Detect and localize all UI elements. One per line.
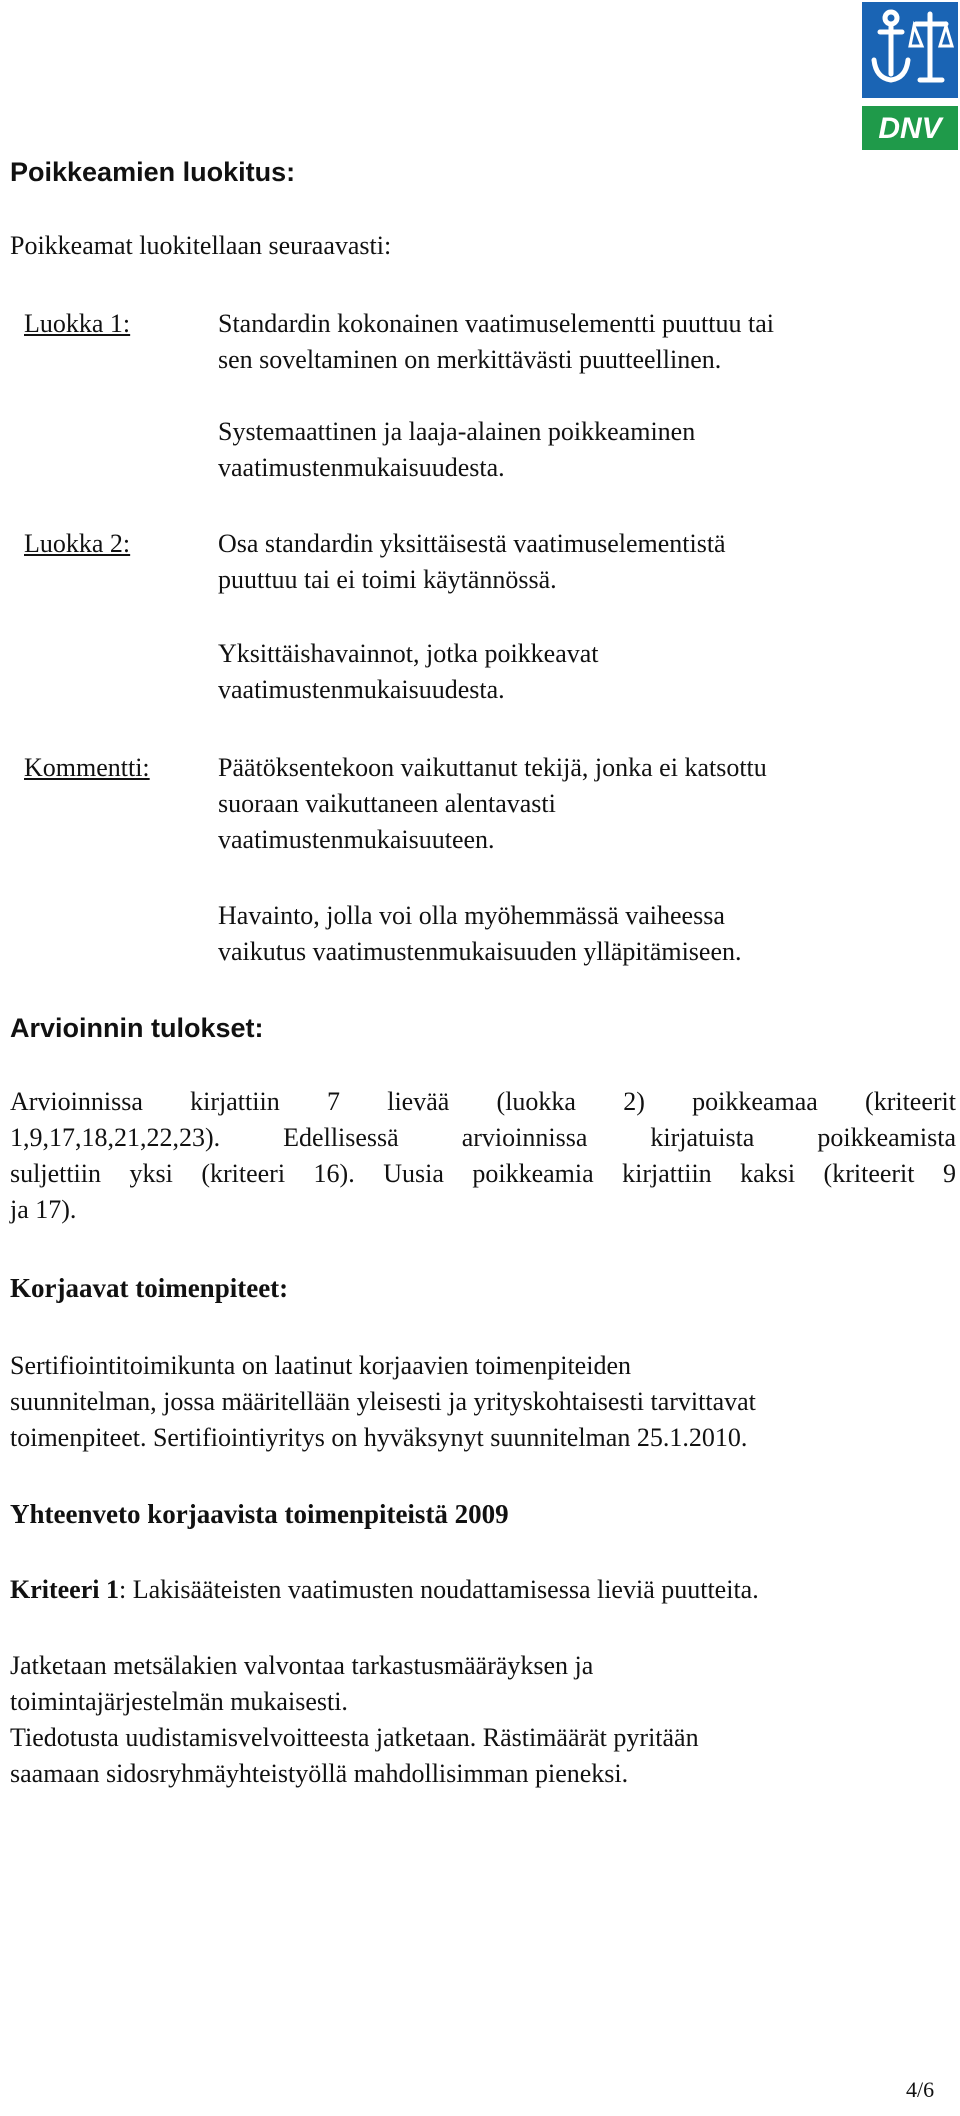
summary-line: toimintajärjestelmän mukaisesti.: [10, 1687, 348, 1716]
class2-desc2-line1: Yksittäishavainnot, jotka poikkeavat: [218, 639, 599, 668]
class2-desc1-line1: Osa standardin yksittäisestä vaatimuselementistä: [218, 529, 726, 558]
results-line: ja 17).: [10, 1195, 77, 1224]
results-paragraph: [10, 1084, 956, 1228]
classification-intro: Poikkeamat luokitellaan seuraavasti:: [10, 231, 392, 260]
class1-label: Luokka 1:: [24, 309, 131, 338]
summary-heading: Yhteenveto korjaavista toimenpiteistä 2009: [10, 1499, 509, 1529]
comment-desc1-line2: suoraan vaikuttaneen alentavasti: [218, 789, 556, 818]
corrective-line: suunnitelman, jossa määritellään yleisesti ja yrityskohtaisesti tarvittavat: [10, 1387, 756, 1416]
comment-desc2-line1: Havainto, jolla voi olla myöhemmässä vaiheessa: [218, 901, 725, 930]
summary-line: Tiedotusta uudistamisvelvoitteesta jatketaan. Rästimäärät pyritään: [10, 1723, 699, 1752]
summary-line: Jatketaan metsälakien valvontaa tarkastusmääräyksen ja: [10, 1651, 594, 1680]
comment-label: Kommentti:: [24, 753, 150, 782]
logo-text: DNV: [878, 112, 942, 145]
comment-desc2-line2: vaikutus vaatimustenmukaisuuden ylläpitämiseen.: [218, 937, 742, 966]
criterion-text: : Lakisääteisten vaatimusten noudattamisessa lieviä puutteita.: [119, 1575, 759, 1604]
corrective-line: Sertifiointitoimikunta on laatinut korjaavien toimenpiteiden: [10, 1351, 631, 1380]
corrective-heading: Korjaavat toimenpiteet:: [10, 1273, 289, 1303]
criterion-line: [10, 1572, 759, 1608]
corrective-paragraph: [10, 1348, 956, 1456]
class2-desc2-line2: vaatimustenmukaisuudesta.: [218, 675, 505, 704]
summary-paragraph: [10, 1648, 956, 1792]
comment-desc1-line3: vaatimustenmukaisuuteen.: [218, 825, 495, 854]
classification-heading: Poikkeamien luokitus:: [10, 157, 296, 187]
dnv-logo: [862, 2, 958, 150]
class1-desc2-line2: vaatimustenmukaisuudesta.: [218, 453, 505, 482]
class1-desc1-line1: Standardin kokonainen vaatimuselementti puuttuu tai: [218, 309, 774, 338]
results-line: 1,9,17,18,21,22,23). Edellisessä arvioinnissa kirjatuista poikkeamista: [10, 1123, 956, 1152]
corrective-line: toimenpiteet. Sertifiointiyritys on hyväksynyt suunnitelman 25.1.2010.: [10, 1423, 748, 1452]
class1-desc1-line2: sen soveltaminen on merkittävästi puutteellinen.: [218, 345, 722, 374]
class1-desc2-line1: Systemaattinen ja laaja-alainen poikkeaminen: [218, 417, 696, 446]
criterion-label: Kriteeri 1: [10, 1575, 119, 1604]
summary-line: saamaan sidosryhmäyhteistyöllä mahdollisimman pieneksi.: [10, 1759, 629, 1788]
results-line: Arvioinnissa kirjattiin 7 lievää (luokka 2) poikkeamaa (kriteerit: [10, 1087, 956, 1116]
class2-label: Luokka 2:: [24, 529, 131, 558]
results-line: suljettiin yksi (kriteeri 16). Uusia poikkeamia kirjattiin kaksi (kriteerit 9: [10, 1159, 956, 1188]
comment-desc1-line1: Päätöksentekoon vaikuttanut tekijä, jonka ei katsottu: [218, 753, 767, 782]
results-heading: Arvioinnin tulokset:: [10, 1013, 264, 1043]
page-number: 4/6: [906, 2077, 935, 2102]
class2-desc1-line2: puuttuu tai ei toimi käytännössä.: [218, 565, 557, 594]
